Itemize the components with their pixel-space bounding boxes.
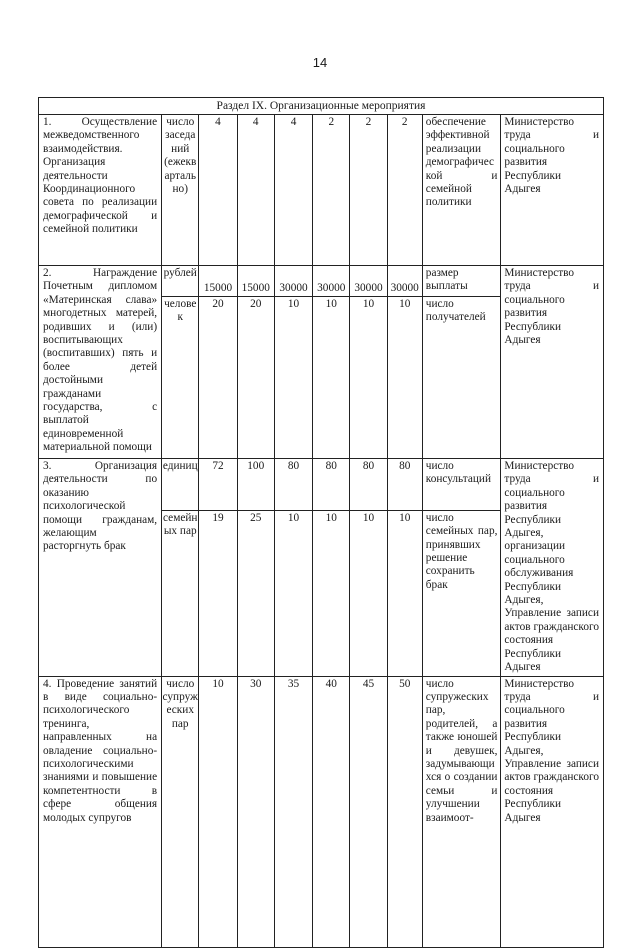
measure-description: 3. Организация деятельности по оказанию психологической помощи гражданам, желающим расторгнуть брак — [39, 459, 162, 677]
indicator-cell: размер выплаты — [422, 266, 501, 297]
measures-table — [38, 97, 604, 948]
indicator-cell: обеспечение эффективной реализации демографической и семейной политики — [422, 115, 501, 266]
value-cell: 35 — [274, 676, 312, 947]
value-cell: 2 — [387, 115, 422, 266]
value-cell: 2 — [350, 115, 387, 266]
value-cell: 30000 — [274, 266, 312, 297]
value-cell: 45 — [350, 676, 387, 947]
value-cell: 10 — [387, 297, 422, 459]
value-cell: 4 — [274, 115, 312, 266]
value-cell: 80 — [274, 459, 312, 511]
value-cell: 20 — [237, 297, 274, 459]
value-cell: 80 — [350, 459, 387, 511]
value-cell: 10 — [274, 510, 312, 676]
unit-cell: число заседаний (ежеквартально) — [162, 115, 199, 266]
value-cell: 10 — [199, 676, 237, 947]
table-row — [39, 266, 604, 297]
value-cell: 4 — [237, 115, 274, 266]
value-cell: 10 — [313, 297, 350, 459]
indicator-cell: число получателей — [422, 297, 501, 459]
indicator-cell: число семейных пар, принявших решение сохранить брак — [422, 510, 501, 676]
value-cell: 10 — [350, 297, 387, 459]
table-row — [39, 459, 604, 511]
value-cell: 4 — [199, 115, 237, 266]
unit-cell: единиц — [162, 459, 199, 511]
value-cell: 100 — [237, 459, 274, 511]
unit-cell: семейных пар — [162, 510, 199, 676]
value-cell: 15000 — [199, 266, 237, 297]
value-cell: 40 — [313, 676, 350, 947]
value-cell: 10 — [313, 510, 350, 676]
value-cell: 10 — [387, 510, 422, 676]
unit-cell: число супружеских пар — [162, 676, 199, 947]
responsible-cell: Министерство труда и социального развития Республики Адыгея, Управление записи актов гражданского состояния Республики Адыгея — [501, 676, 604, 947]
unit-cell: рублей — [162, 266, 199, 297]
value-cell: 2 — [313, 115, 350, 266]
value-cell: 30000 — [387, 266, 422, 297]
responsible-cell: Министерство труда и социального развития Республики Адыгея, организации социального обслуживания Республики Адыгея, Управление записи актов гражданского состояния Республики Адыгея — [501, 459, 604, 677]
value-cell: 25 — [237, 510, 274, 676]
value-cell: 30 — [237, 676, 274, 947]
value-cell: 80 — [387, 459, 422, 511]
value-cell: 20 — [199, 297, 237, 459]
value-cell: 30000 — [350, 266, 387, 297]
value-cell: 10 — [350, 510, 387, 676]
measure-description: 1. Осуществление межведомственного взаимодействия. Организация деятельности Координационного совета по реализации демографической и семейной политики — [39, 115, 162, 266]
table-row — [39, 115, 604, 266]
responsible-cell: Министерство труда и социального развития Республики Адыгея — [501, 266, 604, 459]
value-cell: 10 — [274, 297, 312, 459]
value-cell: 72 — [199, 459, 237, 511]
indicator-cell: число супружеских пар, родителей, а также юношей и девушек, задумывающихся о создании семьи и улучшении взаимоот- — [422, 676, 501, 947]
page-number: 14 — [312, 55, 328, 70]
indicator-cell: число консультаций — [422, 459, 501, 511]
value-cell: 80 — [313, 459, 350, 511]
value-cell: 50 — [387, 676, 422, 947]
measure-description: 2. Награждение Почетным дипломом «Материнская слава» многодетных матерей, родивших и (или) воспитывающих (воспитавших) пять и более детей достойными гражданами государства, с выплатой единовременной материальной помощи — [39, 266, 162, 459]
section-title: Раздел IX. Организационные мероприятия — [39, 98, 604, 115]
responsible-cell: Министерство труда и социального развития Республики Адыгея — [501, 115, 604, 266]
value-cell: 19 — [199, 510, 237, 676]
measure-description: 4. Проведение занятий в виде социально-психологического тренинга, направленных на овладение социально-психологическими знаниями и повышение компетентности в сфере общения молодых супругов — [39, 676, 162, 947]
value-cell: 15000 — [237, 266, 274, 297]
table-row — [39, 676, 604, 947]
unit-cell: человек — [162, 297, 199, 459]
value-cell: 30000 — [313, 266, 350, 297]
